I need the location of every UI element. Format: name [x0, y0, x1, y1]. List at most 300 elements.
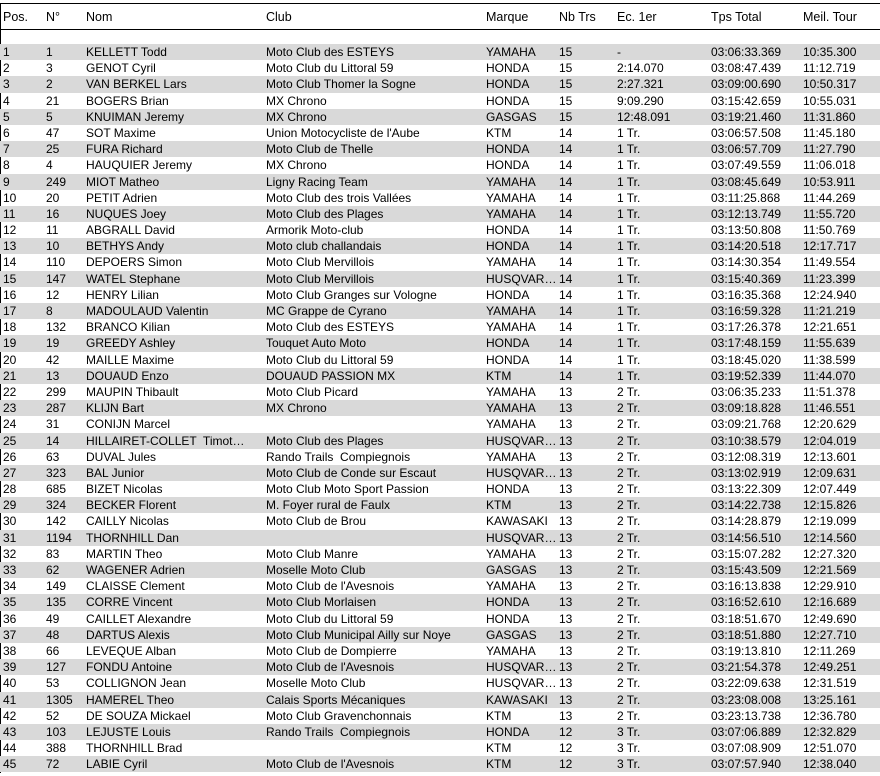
- cell-gap: 2 Tr.: [617, 465, 641, 480]
- cell-total-time: 03:15:40.369: [711, 271, 782, 286]
- cell-laps: 13: [559, 579, 573, 594]
- cell-laps: 14: [559, 368, 573, 383]
- cell-club: Touquet Auto Moto: [266, 336, 367, 351]
- cell-laps: 14: [559, 304, 573, 318]
- cell-number: 324: [46, 498, 67, 513]
- cell-club: [263, 416, 483, 432]
- cell-club: Moto Club Thomer la Sogne: [266, 77, 416, 92]
- cell-number: 53: [46, 676, 60, 691]
- cell-pos: 1: [3, 45, 10, 59]
- cell-best-lap: 10:53.911: [803, 174, 856, 189]
- cell-gap: 2 Tr.: [617, 401, 641, 416]
- cell-pos: 21: [3, 368, 17, 383]
- cell-marque: YAMAHA: [486, 449, 536, 464]
- cell-best-lap: 12:16.689: [803, 595, 857, 610]
- cell-number: 63: [46, 449, 60, 464]
- cell-gap: 2:14.070: [617, 61, 664, 76]
- cell-best-lap: 12:27.710: [803, 627, 857, 642]
- cell-marque: HONDA: [486, 724, 530, 739]
- cell-number: 388: [46, 741, 67, 756]
- cell-number: 12: [46, 287, 60, 302]
- cell-gap: 2 Tr.: [617, 546, 641, 561]
- cell-laps: 13: [559, 401, 573, 416]
- cell-laps: 14: [559, 271, 573, 286]
- column-header-total-time: Tps Total: [711, 9, 762, 24]
- cell-marque: KTM: [486, 368, 512, 383]
- cell-laps: 12: [559, 724, 573, 739]
- cell-best-lap: 12:14.560: [803, 530, 857, 545]
- cell-marque: HONDA: [486, 352, 530, 367]
- cell-gap: 3 Tr.: [617, 741, 641, 756]
- cell-number: 1: [46, 45, 53, 59]
- cell-gap: 1 Tr.: [617, 320, 641, 335]
- cell-gap: 3 Tr.: [617, 724, 641, 739]
- cell-best-lap: 12:49.690: [803, 611, 857, 626]
- cell-best-lap: 13:25.161: [803, 692, 857, 707]
- cell-club: Moto Club Gravenchonnais: [266, 708, 412, 723]
- cell-laps: 14: [559, 142, 573, 157]
- cell-laps: 13: [559, 514, 573, 529]
- cell-best-lap: 11:45.180: [803, 125, 856, 140]
- cell-pos: 45: [3, 757, 17, 772]
- cell-club: MX Chrono: [266, 401, 327, 416]
- cell-name: HENRY Lilian: [86, 287, 159, 302]
- cell-pos: 30: [3, 514, 17, 529]
- cell-number: 1194: [46, 530, 72, 545]
- table-row: [0, 254, 880, 270]
- cell-club: Moto Club du Littoral 59: [266, 611, 394, 626]
- cell-gap: 1 Tr.: [617, 304, 641, 318]
- cell-club: Moto Club des Plages: [266, 433, 384, 448]
- cell-marque: HONDA: [486, 595, 530, 610]
- cell-gap: 1 Tr.: [617, 174, 641, 189]
- cell-club: Armorik Moto-club: [266, 223, 364, 238]
- cell-name: COLLIGNON Jean: [86, 676, 187, 691]
- cell-gap: 1 Tr.: [617, 368, 641, 383]
- cell-pos: 20: [3, 352, 17, 367]
- cell-gap: 1 Tr.: [617, 271, 641, 286]
- cell-best-lap: 11:38.599: [803, 352, 856, 367]
- cell-name: CAILLET Alexandre: [86, 611, 192, 626]
- cell-total-time: 03:06:35.233: [711, 384, 782, 399]
- cell-pos: 19: [3, 336, 17, 351]
- cell-gap: 1 Tr.: [617, 206, 641, 221]
- cell-club: Moto Club des trois Vallées: [266, 190, 412, 205]
- table-row: [0, 206, 880, 222]
- cell-best-lap: 11:49.554: [803, 255, 856, 270]
- cell-marque: KTM: [486, 498, 512, 513]
- cell-laps: 13: [559, 676, 573, 691]
- cell-name: HAUQUIER Jeremy: [86, 158, 193, 173]
- cell-name: BOGERS Brian: [86, 93, 169, 108]
- cell-pos: 24: [3, 417, 17, 432]
- cell-number: 132: [46, 320, 67, 335]
- cell-club: Moto Club des ESTEYS: [266, 320, 395, 335]
- cell-name: KELLETT Todd: [86, 45, 167, 59]
- table-row: [0, 530, 880, 546]
- cell-club: Moto Club de l'Avesnois: [266, 660, 395, 675]
- cell-marque: YAMAHA: [486, 643, 536, 658]
- cell-pos: 5: [3, 109, 10, 124]
- cell-total-time: 03:07:08.909: [711, 741, 782, 756]
- cell-club: MX Chrono: [266, 109, 327, 124]
- cell-best-lap: 12:07.449: [803, 482, 857, 497]
- cell-pos: 22: [3, 384, 17, 399]
- cell-gap: 2 Tr.: [617, 384, 641, 399]
- cell-name: PETIT Adrien: [86, 190, 158, 205]
- cell-name: NUQUES Joey: [86, 206, 167, 221]
- cell-number: 62: [46, 563, 60, 577]
- cell-total-time: 03:08:47.439: [711, 61, 782, 76]
- cell-laps: 14: [559, 239, 573, 254]
- cell-gap: 2 Tr.: [617, 563, 641, 577]
- cell-club: Moto Club de l'Avesnois: [266, 579, 395, 594]
- cell-number: 3: [46, 61, 53, 76]
- cell-name: DOUAUD Enzo: [86, 368, 169, 383]
- cell-total-time: 03:13:02.919: [711, 465, 782, 480]
- cell-marque: YAMAHA: [486, 320, 536, 335]
- cell-club: Moto Club des Plages: [266, 206, 384, 221]
- cell-number: 110: [46, 255, 66, 270]
- cell-club: Union Motocycliste de l'Aube: [266, 125, 420, 140]
- cell-total-time: 03:10:38.579: [711, 433, 782, 448]
- cell-name: CLAISSE Clement: [86, 579, 185, 594]
- cell-marque: KAWASAKI: [486, 692, 548, 707]
- cell-pos: 32: [3, 546, 17, 561]
- cell-laps: 13: [559, 563, 573, 577]
- cell-total-time: 03:16:35.368: [711, 287, 782, 302]
- cell-number: 13: [46, 368, 60, 383]
- cell-marque: YAMAHA: [486, 174, 536, 189]
- cell-marque: HUSQVAR…: [486, 433, 556, 448]
- cell-marque: KAWASAKI: [486, 514, 548, 529]
- cell-laps: 14: [559, 352, 573, 367]
- cell-marque: KTM: [486, 757, 512, 772]
- cell-gap: 2 Tr.: [617, 514, 641, 529]
- cell-best-lap: 11:50.769: [803, 223, 856, 238]
- table-row: [0, 433, 880, 449]
- cell-club: Moselle Moto Club: [266, 676, 366, 691]
- cell-pos: 35: [3, 595, 17, 610]
- cell-number: 25: [46, 142, 60, 157]
- cell-name: THORNHILL Brad: [86, 741, 183, 756]
- cell-total-time: 03:19:52.339: [711, 368, 782, 383]
- cell-name: HILLAIRET-COLLET Timot…: [86, 433, 245, 448]
- table-row: [0, 497, 880, 513]
- cell-pos: 2: [3, 61, 10, 76]
- cell-marque: HUSQVAR…: [486, 660, 556, 675]
- cell-laps: 14: [559, 255, 573, 270]
- header-underline: [0, 29, 880, 30]
- cell-laps: 14: [559, 223, 573, 238]
- table-row: [0, 708, 880, 724]
- cell-best-lap: 11:27.790: [803, 142, 856, 157]
- cell-name: DEPOERS Simon: [86, 255, 183, 270]
- table-row: [0, 546, 880, 562]
- cell-number: 20: [46, 190, 60, 205]
- cell-club: Moto Club du Littoral 59: [266, 352, 394, 367]
- cell-marque: YAMAHA: [486, 401, 536, 416]
- cell-laps: 13: [559, 498, 573, 513]
- cell-laps: 15: [559, 77, 573, 92]
- cell-total-time: 03:14:56.510: [711, 530, 782, 545]
- cell-marque: HONDA: [486, 482, 530, 497]
- cell-number: 42: [46, 352, 60, 367]
- cell-club: DOUAUD PASSION MX: [266, 368, 396, 383]
- cell-total-time: 03:19:21.460: [711, 109, 782, 124]
- cell-laps: 14: [559, 287, 573, 302]
- cell-best-lap: 11:55.639: [803, 336, 856, 351]
- cell-pos: 40: [3, 676, 17, 691]
- cell-best-lap: 12:15.826: [803, 498, 857, 513]
- cell-total-time: 03:06:57.508: [711, 125, 782, 140]
- cell-gap: 2 Tr.: [617, 611, 641, 626]
- cell-laps: 13: [559, 627, 573, 642]
- cell-club: Moto Club de Brou: [266, 514, 367, 529]
- cell-club: Moto Club Moto Sport Passion: [266, 482, 429, 497]
- cell-pos: 27: [3, 465, 17, 480]
- table-row: [0, 400, 880, 416]
- cell-total-time: 03:13:22.309: [711, 482, 782, 497]
- column-header-pos: Pos.: [3, 9, 29, 24]
- cell-pos: 33: [3, 563, 17, 577]
- cell-number: 52: [46, 708, 60, 723]
- cell-gap: 1 Tr.: [617, 158, 641, 173]
- cell-laps: 14: [559, 190, 573, 205]
- cell-number: 47: [46, 125, 60, 140]
- cell-laps: 14: [559, 206, 573, 221]
- cell-club: Moto Club du Littoral 59: [266, 61, 394, 76]
- cell-total-time: 03:21:54.378: [711, 660, 782, 675]
- cell-club: Moto Club Municipal Ailly sur Noye: [266, 627, 451, 642]
- cell-best-lap: 12:38.040: [803, 757, 857, 772]
- cell-pos: 29: [3, 498, 17, 513]
- cell-club: Moto Club de Dompierre: [266, 643, 397, 658]
- cell-name: MAILLE Maxime: [86, 352, 175, 367]
- cell-gap: 2 Tr.: [617, 482, 641, 497]
- cell-club: Rando Trails Compiegnois: [266, 449, 411, 464]
- table-row: [0, 675, 880, 691]
- table-row: [0, 109, 880, 125]
- cell-total-time: 03:16:52.610: [711, 595, 782, 610]
- cell-number: 11: [46, 223, 59, 238]
- cell-number: 72: [46, 757, 60, 772]
- table-row: [0, 465, 880, 481]
- cell-pos: 7: [3, 142, 10, 157]
- cell-marque: KTM: [486, 741, 512, 756]
- cell-number: 66: [46, 643, 60, 658]
- cell-total-time: 03:12:08.319: [711, 449, 782, 464]
- table-row: [0, 76, 880, 92]
- table-row: [0, 611, 880, 627]
- cell-club: MX Chrono: [266, 93, 327, 108]
- cell-total-time: 03:09:00.690: [711, 77, 782, 92]
- cell-gap: 2 Tr.: [617, 708, 641, 723]
- cell-club: Moselle Moto Club: [266, 563, 366, 577]
- cell-number: 142: [46, 514, 67, 529]
- table-row: [0, 125, 880, 141]
- table-row: [0, 724, 880, 740]
- cell-number: 135: [46, 595, 67, 610]
- cell-laps: 13: [559, 465, 573, 480]
- cell-total-time: 03:23:13.738: [711, 708, 782, 723]
- cell-club: MX Chrono: [266, 158, 327, 173]
- column-header-name: Nom: [86, 9, 113, 24]
- cell-pos: 18: [3, 320, 17, 335]
- cell-pos: 41: [3, 692, 17, 707]
- cell-laps: 15: [559, 45, 573, 59]
- cell-marque: GASGAS: [486, 563, 537, 577]
- cell-name: WATEL Stephane: [86, 271, 181, 286]
- cell-best-lap: 12:51.070: [803, 741, 857, 756]
- cell-total-time: 03:07:57.940: [711, 757, 782, 772]
- cell-best-lap: 11:21.219: [803, 304, 856, 318]
- cell-gap: 2 Tr.: [617, 433, 641, 448]
- cell-marque: HUSQVAR…: [486, 530, 556, 545]
- table-row: [0, 303, 880, 319]
- cell-total-time: 03:09:18.828: [711, 401, 782, 416]
- cell-number: 147: [46, 271, 67, 286]
- cell-name: DUVAL Jules: [86, 449, 157, 464]
- cell-pos: 28: [3, 482, 17, 497]
- cell-name: CAILLY Nicolas: [86, 514, 169, 529]
- cell-gap: 2 Tr.: [617, 595, 641, 610]
- cell-pos: 6: [3, 125, 10, 140]
- cell-number: 287: [46, 401, 67, 416]
- table-row: [0, 692, 880, 708]
- cell-club: MC Grappe de Cyrano: [266, 304, 387, 318]
- cell-best-lap: 12:21.569: [803, 563, 857, 577]
- cell-total-time: 03:14:20.518: [711, 239, 782, 254]
- table-row: [0, 174, 880, 190]
- cell-pos: 42: [3, 708, 17, 723]
- cell-laps: 13: [559, 482, 573, 497]
- cell-gap: 2 Tr.: [617, 579, 641, 594]
- cell-pos: 38: [3, 643, 17, 658]
- cell-number: 149: [46, 579, 67, 594]
- cell-laps: 12: [559, 757, 573, 772]
- cell-club: [263, 530, 483, 546]
- cell-pos: 8: [3, 158, 10, 173]
- cell-gap: 1 Tr.: [617, 142, 641, 157]
- cell-gap: 9:09.290: [617, 93, 664, 108]
- cell-laps: 14: [559, 320, 573, 335]
- cell-pos: 43: [3, 724, 17, 739]
- cell-name: CORRE Vincent: [86, 595, 173, 610]
- cell-total-time: 03:16:59.328: [711, 304, 782, 318]
- table-row: [0, 141, 880, 157]
- cell-name: KNUIMAN Jeremy: [86, 109, 185, 124]
- cell-club: Moto Club Manre: [266, 546, 359, 561]
- cell-number: 299: [46, 384, 67, 399]
- cell-marque: HONDA: [486, 158, 530, 173]
- cell-best-lap: 12:11.269: [803, 643, 856, 658]
- cell-best-lap: 12:32.829: [803, 724, 857, 739]
- cell-name: MAUPIN Thibault: [86, 384, 179, 399]
- cell-name: FURA Richard: [86, 142, 163, 157]
- cell-name: GENOT Cyril: [86, 61, 156, 76]
- cell-total-time: 03:09:21.768: [711, 417, 782, 432]
- cell-name: HAMEREL Theo: [86, 692, 175, 707]
- column-header-best-lap: Meil. Tour: [803, 9, 857, 24]
- cell-marque: HONDA: [486, 336, 530, 351]
- cell-total-time: 03:14:28.879: [711, 514, 782, 529]
- results-rows: [0, 44, 880, 772]
- table-row: [0, 238, 880, 254]
- cell-name: BIZET Nicolas: [86, 482, 163, 497]
- cell-gap: 1 Tr.: [617, 336, 641, 351]
- cell-marque: HONDA: [486, 239, 530, 254]
- cell-club: Rando Trails Compiegnois: [266, 724, 411, 739]
- table-row: [0, 513, 880, 529]
- cell-gap: 1 Tr.: [617, 125, 641, 140]
- table-row: [0, 335, 880, 351]
- cell-name: WAGENER Adrien: [86, 563, 185, 577]
- cell-best-lap: 12:31.519: [803, 676, 857, 691]
- cell-name: GREEDY Ashley: [86, 336, 176, 351]
- cell-pos: 4: [3, 93, 10, 108]
- cell-gap: 2 Tr.: [617, 417, 641, 432]
- cell-marque: HONDA: [486, 77, 530, 92]
- cell-best-lap: 12:09.631: [803, 465, 857, 480]
- cell-name: BECKER Florent: [86, 498, 177, 513]
- cell-name: DE SOUZA Mickael: [86, 708, 191, 723]
- cell-club: Moto Club Morlaisen: [266, 595, 377, 610]
- cell-number: 8: [46, 304, 53, 318]
- cell-laps: 13: [559, 530, 573, 545]
- cell-number: 14: [46, 433, 60, 448]
- cell-best-lap: 11:46.551: [803, 401, 856, 416]
- cell-gap: 1 Tr.: [617, 239, 641, 254]
- cell-name: SOT Maxime: [86, 125, 156, 140]
- table-row: [0, 562, 880, 578]
- cell-name: FONDU Antoine: [86, 660, 173, 675]
- cell-marque: YAMAHA: [486, 384, 536, 399]
- cell-total-time: 03:12:13.749: [711, 206, 782, 221]
- cell-club: Moto Club Mervillois: [266, 255, 375, 270]
- cell-pos: 39: [3, 660, 17, 675]
- cell-club: Moto Club Granges sur Vologne: [266, 287, 437, 302]
- cell-name: BAL Junior: [86, 465, 145, 480]
- cell-marque: GASGAS: [486, 627, 537, 642]
- cell-marque: HUSQVAR…: [486, 676, 556, 691]
- cell-marque: YAMAHA: [486, 190, 536, 205]
- cell-total-time: 03:07:06.889: [711, 724, 782, 739]
- table-row: [0, 44, 880, 60]
- cell-marque: KTM: [486, 125, 512, 140]
- cell-number: 31: [46, 417, 60, 432]
- cell-best-lap: 11:44.070: [803, 368, 856, 383]
- cell-marque: HONDA: [486, 287, 530, 302]
- cell-laps: 13: [559, 417, 573, 432]
- table-row: [0, 659, 880, 675]
- cell-total-time: 03:18:51.880: [711, 627, 782, 642]
- cell-name: MIOT Matheo: [86, 174, 160, 189]
- cell-marque: HUSQVAR…: [486, 271, 556, 286]
- cell-name: BRANCO Kilian: [86, 320, 171, 335]
- cell-marque: YAMAHA: [486, 579, 536, 594]
- table-row: [0, 594, 880, 610]
- cell-number: 103: [46, 724, 67, 739]
- cell-number: 83: [46, 546, 60, 561]
- cell-total-time: 03:15:42.659: [711, 93, 782, 108]
- cell-best-lap: 11:31.860: [803, 109, 856, 124]
- cell-pos: 13: [3, 239, 17, 254]
- cell-gap: 1 Tr.: [617, 223, 641, 238]
- cell-marque: HONDA: [486, 93, 530, 108]
- cell-laps: 15: [559, 93, 573, 108]
- cell-name: MARTIN Theo: [86, 546, 163, 561]
